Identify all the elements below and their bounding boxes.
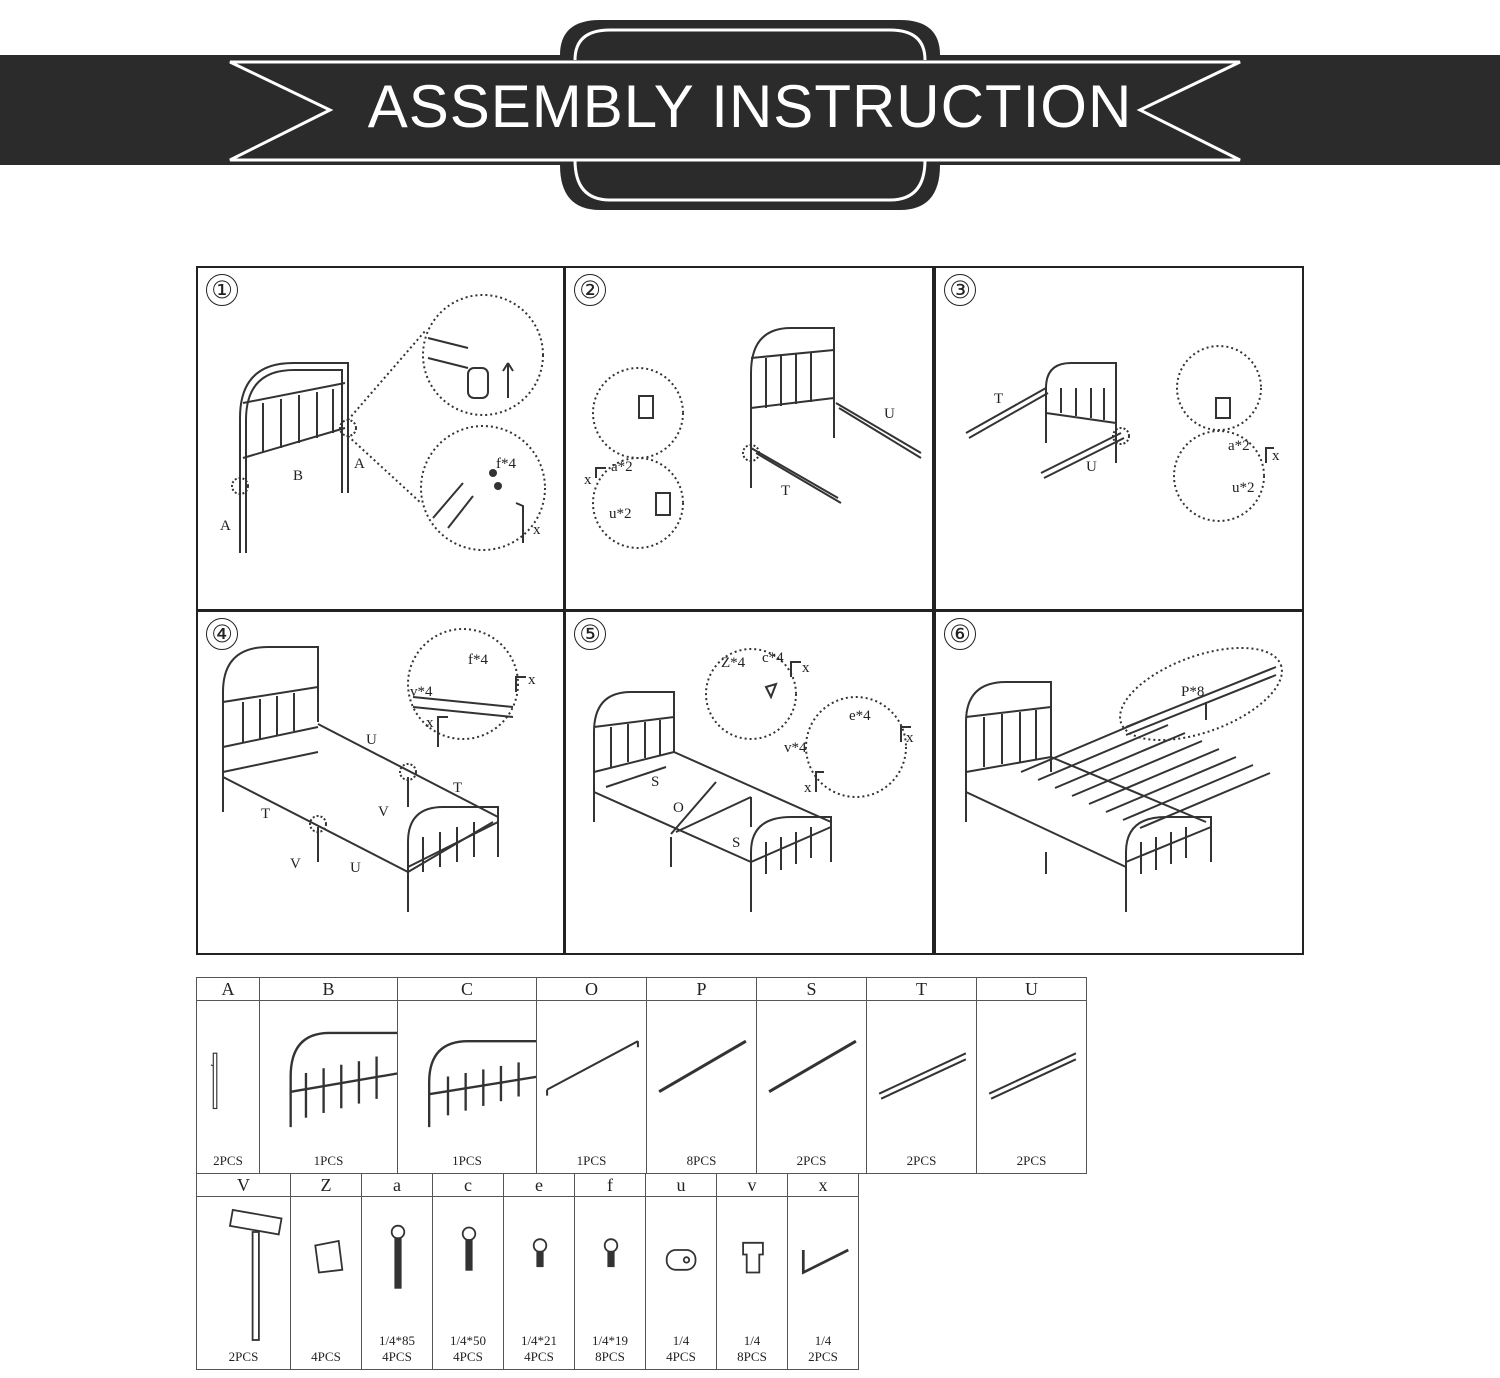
- part-label: f*4: [496, 456, 516, 472]
- part-cell-Z: [290, 1173, 362, 1370]
- rails-attached-diagram: [936, 268, 1304, 611]
- part-quantity: 2PCS: [906, 1153, 937, 1168]
- part-cell-A: [196, 977, 260, 1174]
- part-label: T: [261, 806, 271, 822]
- step-1-panel: [196, 266, 565, 611]
- part-label: x: [804, 780, 812, 796]
- slats-diagram: [936, 612, 1304, 955]
- part-label: T: [453, 780, 463, 796]
- part-quantity: 1PCS: [313, 1153, 344, 1168]
- part-letter: x: [788, 1174, 858, 1197]
- part-cell-x: [787, 1173, 859, 1370]
- part-label: V: [378, 804, 389, 820]
- part-cell-B: [259, 977, 398, 1174]
- part-quantity: 4PCS: [382, 1349, 412, 1364]
- part-cell-S: [756, 977, 867, 1174]
- part-label: T: [994, 391, 1004, 407]
- part-letter: v: [717, 1174, 787, 1197]
- part-quantity: 8PCS: [686, 1153, 717, 1168]
- part-cell-f: [574, 1173, 646, 1370]
- step-number: ⑤: [574, 618, 606, 650]
- step-2-panel: [564, 266, 934, 611]
- part-cell-u: [645, 1173, 717, 1370]
- part-label: x: [528, 672, 536, 688]
- part-quantity: 2PCS: [213, 1153, 243, 1168]
- part-quantity: 1PCS: [576, 1153, 607, 1168]
- part-letter: B: [260, 978, 397, 1001]
- part-label: a*2: [1228, 438, 1250, 454]
- part-quantity: 2PCS: [808, 1349, 838, 1364]
- part-label: A: [354, 456, 365, 472]
- part-label: x: [802, 660, 810, 676]
- slat: [1123, 765, 1253, 820]
- step-number: ②: [574, 274, 606, 306]
- rail-attach-diagram: [566, 268, 934, 611]
- part-quantity: 4PCS: [453, 1349, 483, 1364]
- part-quantity: 4PCS: [666, 1349, 696, 1364]
- part-letter: V: [197, 1174, 290, 1197]
- part-cell-O: [536, 977, 647, 1174]
- part-spec: 1/4*21: [520, 1333, 558, 1348]
- part-letter: S: [757, 978, 866, 1001]
- part-label: x: [533, 522, 541, 538]
- slat: [1021, 717, 1151, 772]
- part-spec: 1/4: [672, 1333, 690, 1348]
- step-number: ⑥: [944, 618, 976, 650]
- part-label: u*2: [609, 506, 632, 522]
- part-spec: 1/4: [814, 1333, 832, 1348]
- part-label: a*2: [611, 459, 633, 475]
- part-label: U: [366, 732, 377, 748]
- part-letter: Z: [291, 1174, 361, 1197]
- step-number: ④: [206, 618, 238, 650]
- part-label: S: [732, 835, 741, 851]
- part-letter: c: [433, 1174, 503, 1197]
- part-quantity: 2PCS: [1016, 1153, 1047, 1168]
- part-quantity: 2PCS: [228, 1349, 259, 1364]
- part-label: A: [220, 518, 231, 534]
- step-5-panel: [564, 610, 934, 955]
- center-rail-diagram: [566, 612, 934, 955]
- part-label: O: [673, 800, 684, 816]
- slat: [1140, 773, 1270, 828]
- part-letter: T: [867, 978, 976, 1001]
- part-label: S: [651, 774, 660, 790]
- slat: [1038, 725, 1168, 780]
- part-label: v*4: [410, 684, 433, 700]
- part-letter: U: [977, 978, 1086, 1001]
- part-label: P*8: [1181, 684, 1205, 700]
- step-3-panel: [934, 266, 1304, 611]
- part-cell-V: [196, 1173, 291, 1370]
- page-title: ASSEMBLY INSTRUCTION: [367, 73, 1133, 140]
- part-quantity: 4PCS: [311, 1349, 341, 1364]
- part-quantity: 8PCS: [595, 1349, 625, 1364]
- step-number: ①: [206, 274, 238, 306]
- step-number: ③: [944, 274, 976, 306]
- part-quantity: 1PCS: [452, 1153, 482, 1168]
- part-letter: A: [197, 978, 259, 1001]
- part-label: v*4: [784, 740, 807, 756]
- part-label: u*2: [1232, 480, 1255, 496]
- part-spec: 1/4*19: [591, 1333, 629, 1348]
- step-6-panel: [934, 610, 1304, 955]
- part-label: x: [1272, 448, 1280, 464]
- part-letter: e: [504, 1174, 574, 1197]
- part-label: x: [426, 715, 434, 731]
- part-label: x: [584, 472, 592, 488]
- part-label: U: [1086, 459, 1097, 475]
- part-cell-P: [646, 977, 757, 1174]
- step-4-panel: [196, 610, 565, 955]
- slat: [1089, 749, 1219, 804]
- part-label: U: [884, 406, 895, 422]
- part-cell-e: [503, 1173, 575, 1370]
- part-quantity: 2PCS: [796, 1153, 827, 1168]
- part-label: c*4: [762, 650, 784, 666]
- part-spec: 1/4: [743, 1333, 761, 1348]
- part-label: V: [290, 856, 301, 872]
- slat-group: [1021, 717, 1270, 828]
- slat: [1106, 757, 1236, 812]
- part-label: f*4: [468, 652, 488, 668]
- part-cell-v: [716, 1173, 788, 1370]
- part-spec: 1/4*85: [378, 1333, 416, 1348]
- part-label: x: [906, 730, 914, 746]
- part-label: Z*4: [721, 655, 746, 671]
- headboard-legs-diagram: [198, 268, 565, 611]
- part-label: T: [781, 483, 791, 499]
- part-letter: C: [398, 978, 536, 1001]
- part-letter: P: [647, 978, 756, 1001]
- footboard-support-diagram: [198, 612, 565, 955]
- part-cell-c: [432, 1173, 504, 1370]
- part-letter: a: [362, 1174, 432, 1197]
- part-spec: 1/4*50: [449, 1333, 487, 1348]
- part-label: B: [293, 468, 304, 484]
- part-cell-C: [397, 977, 537, 1174]
- part-cell-U: [976, 977, 1087, 1174]
- part-letter: u: [646, 1174, 716, 1197]
- part-quantity: 8PCS: [737, 1349, 767, 1364]
- part-letter: O: [537, 978, 646, 1001]
- part-label: e*4: [849, 708, 871, 724]
- part-label: U: [350, 860, 361, 876]
- part-cell-T: [866, 977, 977, 1174]
- part-cell-a: [361, 1173, 433, 1370]
- slat: [1072, 741, 1202, 796]
- part-quantity: 4PCS: [524, 1349, 554, 1364]
- part-letter: f: [575, 1174, 645, 1197]
- slat: [1055, 733, 1185, 788]
